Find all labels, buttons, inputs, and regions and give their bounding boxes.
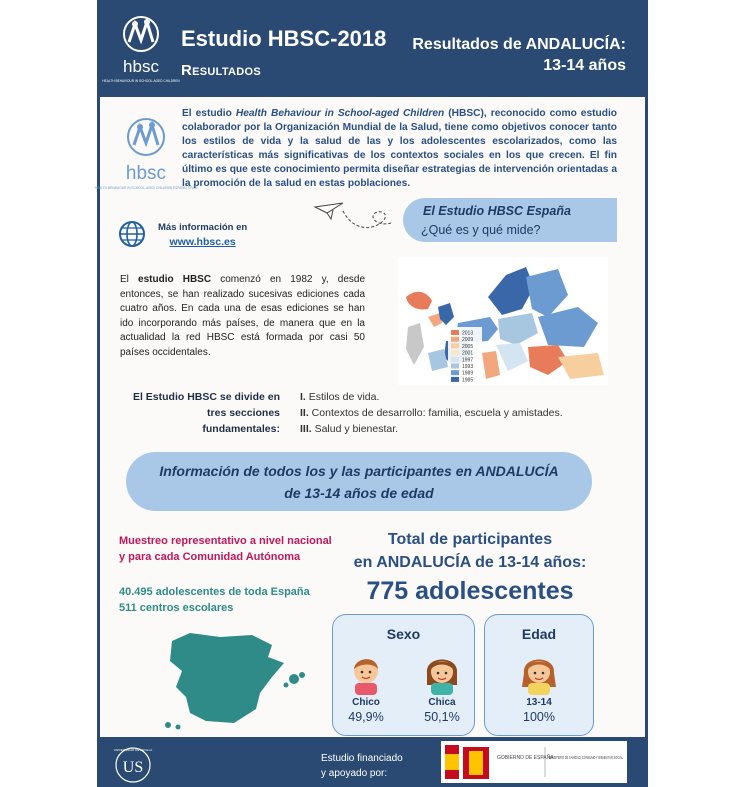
funding-note (321, 751, 403, 781)
teen-icon (520, 651, 558, 695)
header (97, 0, 648, 97)
sampling-line-2: y para cada Comunidad Autónoma (119, 551, 301, 563)
section-item (300, 421, 563, 437)
adolescents-count: 40.495 adolescentes de toda España (119, 586, 310, 598)
page-title: Estudio HBSC-2018 (181, 26, 387, 51)
intro-logo-text: hbsc (125, 163, 167, 184)
website-link[interactable]: www.hbsc.es (169, 236, 236, 248)
section-number: I. (300, 391, 306, 403)
hbsc-logo (102, 12, 180, 92)
intro-logo-caption: HEALTH BEHAVIOUR IN SCHOOL-AGED CHILDREN ESPAÑA | SPAIN (94, 186, 198, 190)
legend-swatch (451, 364, 459, 369)
intro-paragraph (182, 107, 617, 191)
girl-percentage: 50,1% (424, 710, 460, 724)
globe-icon (118, 220, 146, 248)
region-line-2: 13-14 años (543, 57, 626, 74)
national-counts (119, 584, 310, 616)
europe-map (398, 257, 608, 385)
section-text: Salud y bienestar. (311, 423, 399, 435)
page-subtitle: Resultados (181, 62, 262, 79)
sampling-line-1: Muestreo representativo a nivel nacional (119, 535, 332, 547)
age-box (484, 614, 594, 736)
total-line-1: Total de participantes (387, 531, 553, 548)
total-participants-heading (340, 528, 600, 574)
participants-info-pill (126, 452, 592, 511)
more-info-label: Más información en (158, 222, 248, 233)
paper-plane-icon (313, 201, 393, 235)
ministry-name: MINISTERIO DE SANIDAD, CONSUMO Y BIENESTAR SOCIAL (549, 755, 624, 760)
more-info (158, 221, 247, 249)
section-text: Contextos de desarrollo: familia, escuela y amistades. (308, 407, 563, 419)
university-name: UNIVERSIDAD DE SEVILLA (113, 748, 153, 752)
legend-swatch (451, 377, 459, 382)
logo-caption: HEALTH BEHAVIOUR IN SCHOOL-AGED CHILDREN (102, 79, 180, 83)
total-participants-value: 775 adolescentes (366, 577, 574, 605)
total-line-2: en ANDALUCÍA de 13-14 años: (353, 554, 587, 571)
legend-swatch (451, 330, 459, 335)
section-number: III. (300, 423, 312, 435)
legend-swatch (451, 343, 459, 348)
spain-study-title: El Estudio HBSC España (423, 204, 571, 218)
age-range-label: 13-14 (526, 697, 552, 708)
government-name: GOBIERNO DE ESPAÑA (497, 755, 554, 761)
hbsc-spain-logo (94, 113, 198, 203)
boy-icon (347, 651, 385, 695)
section-text: Estilos de vida. (305, 391, 380, 403)
footer (97, 737, 648, 787)
map-legend (448, 327, 482, 383)
region-line-1: Resultados de ANDALUCÍA: (412, 36, 626, 53)
legend-swatch (451, 337, 459, 342)
age-title: Edad (521, 626, 557, 642)
university-seal (111, 745, 155, 785)
legend-year: 1989 (462, 370, 474, 377)
spain-map-icon (160, 627, 310, 732)
info-pill-line-1: Información de todos los y las participantes en ANDALUCÍA (159, 463, 559, 479)
sections-intro: El Estudio HBSC se divide en tres secciones fundamentales: (132, 391, 280, 435)
legend-year: 1993 (462, 364, 474, 370)
boy-percentage: 49,9% (348, 710, 384, 724)
legend-year: 1997 (462, 357, 474, 364)
sections-list (300, 389, 563, 437)
history-text-start: El (120, 274, 139, 285)
history-paragraph (120, 273, 365, 360)
poster (94, 0, 648, 787)
sampling-note (119, 533, 332, 565)
schools-count: 511 centros escolares (119, 602, 234, 614)
section-number: II. (300, 407, 309, 419)
intro-study-name: Health Behaviour in School-aged Children (235, 108, 445, 119)
boy-label: Chico (352, 697, 380, 708)
history-bold: estudio HBSC (138, 274, 212, 285)
logo-text: hbsc (123, 57, 159, 76)
girl-icon (423, 651, 461, 695)
age-percentage: 100% (523, 710, 555, 724)
legend-year: 2001 (462, 350, 474, 357)
legend-swatch (451, 357, 459, 362)
section-item (300, 389, 563, 405)
history-text-rest: comenzó en 1982 y, desde entonces, se han realizado sucesivas ediciones cada cuatro años. En cada una de esas ediciones se han ido incorporando más países, de manera que en la actualidad la red HBSC está formada por casi 50 países occidentales. (120, 274, 366, 358)
region-heading (412, 34, 626, 76)
info-pill-line-2: de 13-14 años de edad (284, 485, 434, 501)
sex-box (332, 614, 475, 736)
svg-text:US: US (122, 759, 144, 776)
girl-label: Chica (428, 697, 456, 708)
intro-text-start: El estudio (182, 108, 236, 119)
legend-swatch (451, 370, 459, 375)
content-panel (94, 97, 645, 737)
intro-text-rest: (HBSC), reconocido como estudio colaborador por la Organización Mundial de la Salud, tiene como objetivos conocer tanto los estilos de vida y la salud de las y los adolescentes escolarizados, como las características más significativas de los contextos sociales en los que crecen. El fin último es que este conocimiento permita diseñar estrategias de intervención orientadas a la promoción de la salud en estas poblaciones. (182, 108, 618, 189)
funding-line-2: y apoyado por: (321, 768, 388, 779)
government-logo (441, 741, 627, 783)
legend-year: 2009 (462, 337, 474, 344)
funding-line-1: Estudio financiado (321, 753, 403, 764)
legend-year: 1985 (462, 377, 474, 384)
spain-study-question: ¿Qué es y qué mide? (421, 223, 541, 237)
legend-year: 2005 (462, 343, 474, 350)
sex-title: Sexo (386, 626, 421, 642)
section-item (300, 405, 563, 421)
spain-study-pill (403, 198, 617, 242)
legend-swatch (451, 350, 459, 355)
legend-year: 2013 (462, 330, 474, 337)
